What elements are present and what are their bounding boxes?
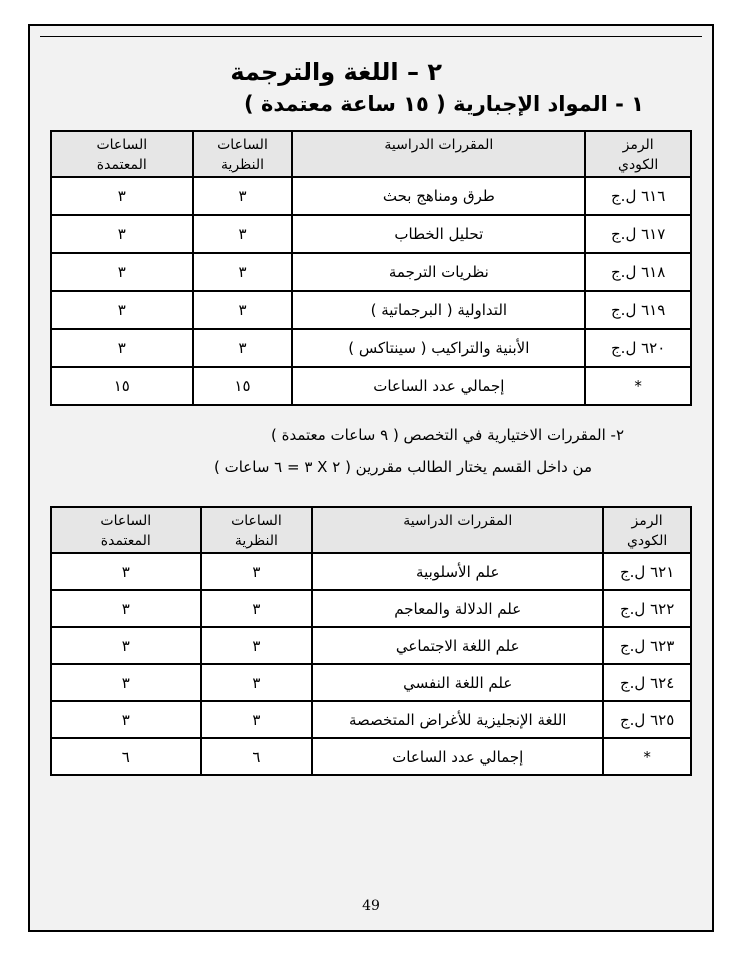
required-courses-table xyxy=(50,130,692,406)
credit-hours: ٣ xyxy=(51,553,201,590)
header-credit-hours xyxy=(51,507,201,553)
header-course-name-text: المقررات الدراسية xyxy=(403,513,513,529)
header-code xyxy=(585,131,691,177)
table-row xyxy=(51,553,691,590)
header-credit-line2: المعتمدة xyxy=(96,157,147,173)
table-row xyxy=(51,253,691,291)
top-rule xyxy=(40,36,702,37)
header-theoretical-hours xyxy=(193,131,293,177)
credit-hours: ٣ xyxy=(51,291,193,329)
header-theoretical-line1: الساعات xyxy=(231,513,282,529)
course-code: ٦٢٥ ل.ج xyxy=(603,701,691,738)
credit-hours: ٣ xyxy=(51,177,193,215)
total-marker: * xyxy=(585,367,691,405)
table-row xyxy=(51,627,691,664)
credit-hours: ٣ xyxy=(51,329,193,367)
total-credit-hours: ١٥ xyxy=(51,367,193,405)
theoretical-hours: ٣ xyxy=(193,329,293,367)
course-code: ٦٢٣ ل.ج xyxy=(603,627,691,664)
course-name: علم الدلالة والمعاجم xyxy=(312,590,603,627)
total-marker: * xyxy=(603,738,691,775)
header-theoretical-line2: النظرية xyxy=(234,533,278,549)
header-course-name xyxy=(292,131,585,177)
course-name: علم اللغة الاجتماعي xyxy=(312,627,603,664)
page-number: 49 xyxy=(362,898,380,914)
theoretical-hours: ٣ xyxy=(201,590,313,627)
course-code: ٦٢٤ ل.ج xyxy=(603,664,691,701)
course-name: تحليل الخطاب xyxy=(292,215,585,253)
course-name: نظريات الترجمة xyxy=(292,253,585,291)
header-credit-line1: الساعات xyxy=(96,137,148,153)
theoretical-hours: ٣ xyxy=(193,215,293,253)
header-course-name xyxy=(312,507,603,553)
total-theoretical-hours: ١٥ xyxy=(193,367,293,405)
header-credit-hours xyxy=(51,131,193,177)
theoretical-hours: ٣ xyxy=(193,291,293,329)
theoretical-hours: ٣ xyxy=(201,701,313,738)
table-row xyxy=(51,590,691,627)
table-row xyxy=(51,291,691,329)
course-name: علم الأسلوبية xyxy=(312,553,603,590)
course-code: ٦١٩ ل.ج xyxy=(585,291,691,329)
table-row xyxy=(51,664,691,701)
theoretical-hours: ٣ xyxy=(201,664,313,701)
elective-courses-heading: ٢- المقررات الاختيارية في التخصص ( ٩ ساعات معتمدة ) xyxy=(270,426,624,444)
credit-hours: ٣ xyxy=(51,215,193,253)
header-credit-line2: المعتمدة xyxy=(100,533,151,549)
course-code: ٦١٨ ل.ج xyxy=(585,253,691,291)
total-credit-hours: ٦ xyxy=(51,738,201,775)
table-row xyxy=(51,329,691,367)
course-name: التداولية ( البرجماتية ) xyxy=(292,291,585,329)
course-code: ٦١٦ ل.ج xyxy=(585,177,691,215)
table-row xyxy=(51,177,691,215)
course-code: ٦١٧ ل.ج xyxy=(585,215,691,253)
credit-hours: ٣ xyxy=(51,701,201,738)
theoretical-hours: ٣ xyxy=(193,253,293,291)
course-name: اللغة الإنجليزية للأغراض المتخصصة xyxy=(312,701,603,738)
header-code-line1: الرمز xyxy=(622,137,654,153)
total-label: إجمالي عدد الساعات xyxy=(292,367,585,405)
header-code-line1: الرمز xyxy=(631,513,663,529)
required-courses-heading: ١ - المواد الإجبارية ( ١٥ ساعة معتمدة ) xyxy=(244,92,644,116)
table-row xyxy=(51,701,691,738)
course-name: الأبنية والتراكيب ( سينتاكس ) xyxy=(292,329,585,367)
header-course-name-text: المقررات الدراسية xyxy=(384,137,494,153)
elective-courses-table xyxy=(50,506,692,776)
course-name: علم اللغة النفسي xyxy=(312,664,603,701)
header-credit-line1: الساعات xyxy=(100,513,152,529)
total-row xyxy=(51,367,691,405)
total-theoretical-hours: ٦ xyxy=(201,738,313,775)
header-code xyxy=(603,507,691,553)
theoretical-hours: ٣ xyxy=(201,553,313,590)
table-row xyxy=(51,215,691,253)
course-code: ٦٢١ ل.ج xyxy=(603,553,691,590)
page-frame xyxy=(28,24,714,932)
table-header-row xyxy=(51,131,691,177)
credit-hours: ٣ xyxy=(51,664,201,701)
section-title: ٢ – اللغة والترجمة xyxy=(230,58,442,86)
table-header-row xyxy=(51,507,691,553)
header-theoretical-line1: الساعات xyxy=(217,137,268,153)
total-row xyxy=(51,738,691,775)
credit-hours: ٣ xyxy=(51,590,201,627)
elective-selection-rule: من داخل القسم يختار الطالب مقررين ( ٢ X ٣ = ٦ ساعات ) xyxy=(213,458,592,476)
course-code: ٦٢٢ ل.ج xyxy=(603,590,691,627)
header-theoretical-line2: النظرية xyxy=(220,157,264,173)
header-code-line2: الكودي xyxy=(617,157,659,173)
credit-hours: ٣ xyxy=(51,253,193,291)
header-theoretical-hours xyxy=(201,507,313,553)
header-code-line2: الكودي xyxy=(626,533,668,549)
course-code: ٦٢٠ ل.ج xyxy=(585,329,691,367)
credit-hours: ٣ xyxy=(51,627,201,664)
theoretical-hours: ٣ xyxy=(201,627,313,664)
total-label: إجمالي عدد الساعات xyxy=(312,738,603,775)
theoretical-hours: ٣ xyxy=(193,177,293,215)
course-name: طرق ومناهج بحث xyxy=(292,177,585,215)
